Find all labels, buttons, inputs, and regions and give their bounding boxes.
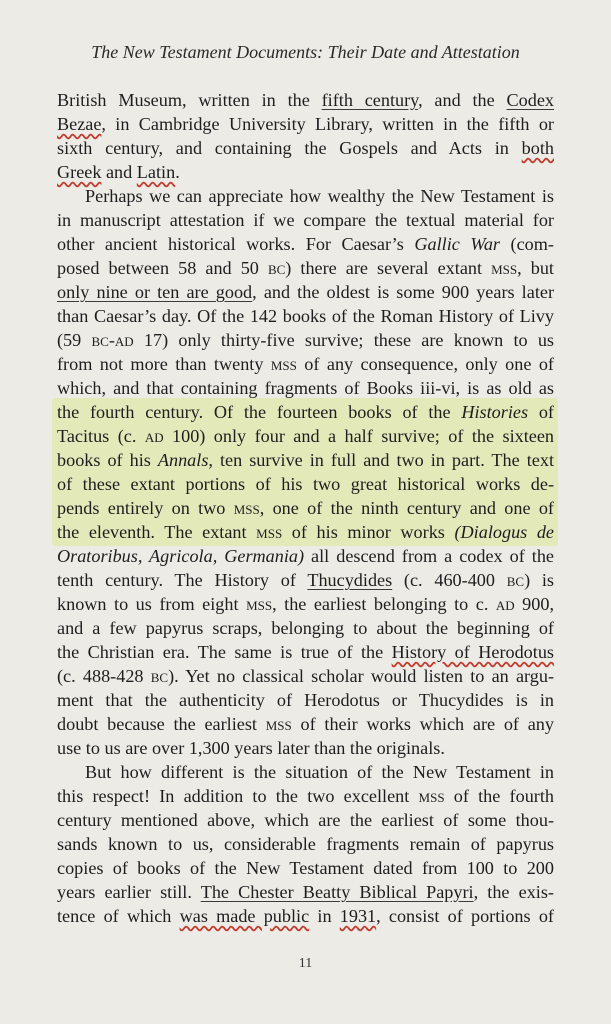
text-line: the fourth century. Of the fourteen books of the Histories of [57, 402, 554, 422]
text-line: (59 bc-ad 17) only thirty-five survive; these are known to us [57, 330, 555, 350]
text-line: known to us from eight mss, the earliest belonging to c. ad 900, [57, 594, 554, 614]
text-line: tence of which was made public in 1931, consist of portions of [57, 906, 554, 926]
text-line: ment that the authenticity of Herodotus or Thucydides is in [57, 690, 554, 710]
text-line: of these extant portions of his two great historical works de- [57, 474, 554, 494]
text-line: copies of books of the New Testament dated from 100 to 200 [57, 858, 554, 878]
text-line: books of his Annals, ten survive in full and two in part. The text [57, 450, 554, 470]
text-line: pends entirely on two mss, one of the ninth century and one of [57, 498, 554, 518]
running-head: The New Testament Documents: Their Date and Attestation [91, 42, 520, 62]
text-line: posed between 58 and 50 bc) there are several extant mss, but [57, 258, 554, 278]
text-line: Tacitus (c. ad 100) only four and a half survive; of the sixteen [57, 426, 555, 446]
text-line: sands known to us, considerable fragments remain of papyrus [57, 834, 554, 854]
text-line: this respect! In addition to the two excellent mss of the fourth [57, 786, 554, 806]
text-line: the Christian era. The same is true of the History of Herodotus [57, 642, 555, 662]
text-line: Oratoribus, Agricola, Germania) all descend from a codex of the [57, 546, 554, 566]
text-line: than Caesar’s day. Of the 142 books of the Roman History of Livy [57, 306, 554, 326]
text-line: years earlier still. The Chester Beatty Biblical Papyri, the exis- [57, 882, 554, 902]
text-line: in manuscript attestation if we compare the textual material for [57, 210, 554, 230]
text-line: which, and that containing fragments of Books iii-vi, is as old as [57, 378, 554, 398]
text-line: tenth century. The History of Thucydides (c. 460-400 bc) is [57, 570, 554, 590]
text-line: Greek and Latin. [57, 162, 180, 182]
text-line: doubt because the earliest mss of their works which are of any [57, 714, 554, 734]
text-line: only nine or ten are good, and the oldest is some 900 years later [57, 282, 554, 302]
text-line: But how different is the situation of the New Testament in [85, 762, 554, 782]
text-line: Perhaps we can appreciate how wealthy the New Testament is [85, 186, 554, 206]
text-line: British Museum, written in the fifth century, and the Codex [57, 90, 555, 110]
text-line: sixth century, and containing the Gospels and Acts in both [57, 138, 554, 158]
page-number: 11 [298, 956, 313, 971]
text-line: other ancient historical works. For Caesar’s Gallic War (com- [57, 234, 554, 254]
text-line: use to us are over 1,300 years later than the originals. [57, 738, 445, 758]
text-line: the eleventh. The extant mss of his minor works (Dialogus de [57, 522, 555, 542]
text-line: from not more than twenty mss of any consequence, only one of [57, 354, 554, 374]
text-line: (c. 488-428 bc). Yet no classical scholar would listen to an argu- [57, 666, 554, 686]
text-line: and a few papyrus scraps, belonging to about the beginning of [57, 618, 554, 638]
text-line: Bezae, in Cambridge University Library, written in the fifth or [57, 114, 554, 134]
text-line: century mentioned above, which are the earliest of some thou- [57, 810, 554, 830]
